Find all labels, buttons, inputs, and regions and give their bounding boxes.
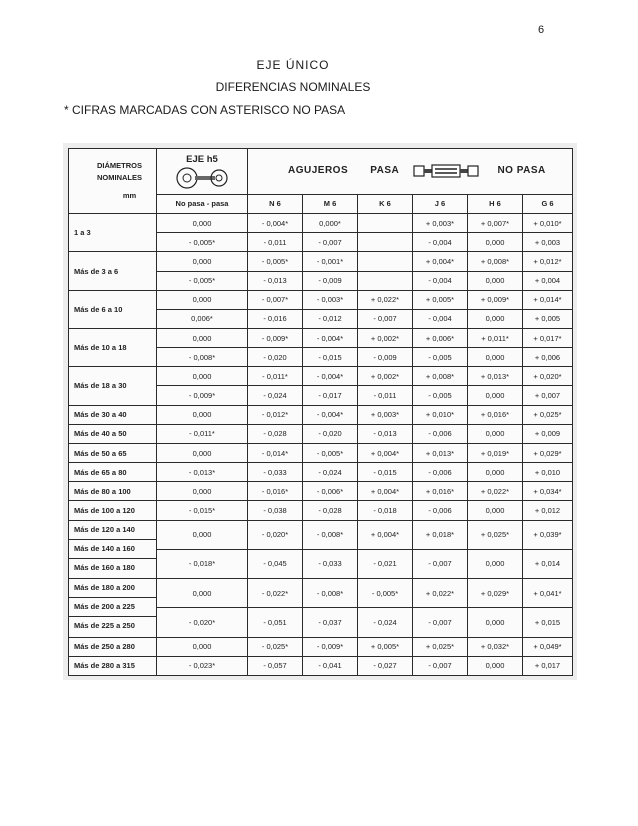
- table-cell: + 0,020*: [523, 367, 573, 386]
- table-cell: - 0,020: [248, 348, 303, 367]
- table-cell: + 0,010*: [413, 405, 468, 424]
- table-cell: - 0,009*: [157, 386, 248, 405]
- table-cell: - 0,005*: [157, 271, 248, 290]
- table-cell: - 0,007: [358, 309, 413, 328]
- table-cell: + 0,039*: [523, 520, 573, 549]
- table-cell: - 0,003*: [303, 290, 358, 309]
- row-label: Más de 225 a 250: [74, 621, 135, 631]
- table-cell: 0,000: [468, 501, 523, 520]
- table-cell: + 0,004*: [358, 443, 413, 462]
- table-row: [69, 214, 573, 233]
- table-cell: - 0,024: [358, 608, 413, 637]
- table-row: [69, 252, 573, 271]
- row-label: Más de 100 a 120: [69, 501, 157, 520]
- table-cell: [358, 233, 413, 252]
- table-cell: - 0,022*: [248, 579, 303, 608]
- table-cell: - 0,009: [303, 271, 358, 290]
- table-cell: 0,000: [468, 309, 523, 328]
- table-cell: - 0,004: [413, 309, 468, 328]
- col-header-h6: H 6: [468, 194, 523, 213]
- table-cell: + 0,017: [523, 656, 573, 675]
- table-cell: - 0,004*: [303, 405, 358, 424]
- shaft-gauge-icon: [173, 167, 231, 189]
- table-cell: - 0,013: [248, 271, 303, 290]
- table-cell: - 0,007: [413, 549, 468, 578]
- table-cell: - 0,005*: [358, 579, 413, 608]
- table-cell: + 0,011*: [468, 328, 523, 347]
- table-cell: - 0,007: [413, 608, 468, 637]
- table-cell: - 0,009*: [303, 637, 358, 656]
- table-cell: 0,000: [468, 656, 523, 675]
- table-cell: 0,000: [468, 386, 523, 405]
- row-label: Más de 50 a 65: [69, 443, 157, 462]
- table-cell: - 0,020*: [248, 520, 303, 549]
- table-cell: - 0,004*: [303, 328, 358, 347]
- table-cell: + 0,003*: [413, 214, 468, 233]
- table-row: [69, 482, 573, 501]
- diameters-header-line1: DIÁMETROS: [97, 161, 142, 171]
- table-cell: + 0,009*: [468, 290, 523, 309]
- table-cell: + 0,014*: [523, 290, 573, 309]
- table-cell: - 0,004: [413, 271, 468, 290]
- table-cell: + 0,002*: [358, 367, 413, 386]
- table-cell: - 0,037: [303, 608, 358, 637]
- label-group-cell: [69, 520, 157, 579]
- table-cell: 0,000: [468, 549, 523, 578]
- table-row: [69, 328, 573, 347]
- table-cell: 0,000: [468, 463, 523, 482]
- table-row: [69, 579, 573, 608]
- table-cell: - 0,015*: [157, 501, 248, 520]
- table-cell: - 0,005: [413, 386, 468, 405]
- col-header-n6: N 6: [248, 194, 303, 213]
- table-row: [69, 656, 573, 675]
- table-cell: 0,000: [157, 290, 248, 309]
- table-cell: + 0,013*: [468, 367, 523, 386]
- table-cell: - 0,005*: [303, 443, 358, 462]
- table-cell: - 0,013: [358, 424, 413, 443]
- col-header-g6: G 6: [523, 194, 573, 213]
- table-cell: + 0,014: [523, 549, 573, 578]
- col-header-m6: M 6: [303, 194, 358, 213]
- table-cell: + 0,004*: [358, 520, 413, 549]
- table-cell: - 0,045: [248, 549, 303, 578]
- table-cell: [358, 252, 413, 271]
- holes-header-label: AGUJEROS: [288, 165, 349, 177]
- table-cell: + 0,006*: [413, 328, 468, 347]
- table-cell: - 0,007*: [248, 290, 303, 309]
- table-cell: + 0,012: [523, 501, 573, 520]
- table-cell: - 0,004*: [248, 214, 303, 233]
- row-label: Más de 6 a 10: [69, 290, 157, 328]
- table-cell: - 0,005: [413, 348, 468, 367]
- asterisk-note: * CIFRAS MARCADAS CON ASTERISCO NO PASA: [64, 103, 346, 117]
- diameters-header-unit: mm: [122, 191, 137, 201]
- table-cell: + 0,022*: [358, 290, 413, 309]
- table-cell: - 0,009: [358, 348, 413, 367]
- plug-gauge-icon: [413, 162, 479, 180]
- table-cell: - 0,004: [413, 233, 468, 252]
- table-cell: + 0,006: [523, 348, 573, 367]
- table-cell: [358, 271, 413, 290]
- table-cell: - 0,004*: [303, 367, 358, 386]
- table-cell: - 0,016*: [248, 482, 303, 501]
- diameters-header-line2: NOMINALES: [97, 173, 142, 183]
- table-cell: - 0,024: [248, 386, 303, 405]
- table-cell: + 0,005*: [413, 290, 468, 309]
- table-cell: - 0,033: [248, 463, 303, 482]
- table-cell: - 0,008*: [303, 520, 358, 549]
- table-row: [69, 405, 573, 424]
- table-cell: - 0,011*: [248, 367, 303, 386]
- row-label: Más de 200 a 225: [69, 598, 156, 617]
- table-cell: + 0,017*: [523, 328, 573, 347]
- table-cell: - 0,006: [413, 463, 468, 482]
- table-cell: 0,000: [468, 348, 523, 367]
- table-cell: + 0,022*: [468, 482, 523, 501]
- table-cell: - 0,005*: [157, 233, 248, 252]
- table-cell: + 0,005*: [358, 637, 413, 656]
- table-cell: - 0,011: [248, 233, 303, 252]
- table-row: [69, 290, 573, 309]
- table-cell: 0,000*: [303, 214, 358, 233]
- table-cell: - 0,021: [358, 549, 413, 578]
- table-row: [69, 367, 573, 386]
- col-header-j6: J 6: [413, 194, 468, 213]
- row-label: Más de 180 a 200: [69, 579, 156, 598]
- table-cell: + 0,002*: [358, 328, 413, 347]
- table-cell: 0,000: [468, 608, 523, 637]
- table-cell: + 0,034*: [523, 482, 573, 501]
- diameters-header: [69, 149, 157, 214]
- row-label: Más de 280 a 315: [69, 656, 157, 675]
- table-cell: - 0,009*: [248, 328, 303, 347]
- table-cell: 0,000: [157, 579, 248, 608]
- table-cell: 0,006*: [157, 309, 248, 328]
- table-cell: + 0,049*: [523, 637, 573, 656]
- table-cell: + 0,012*: [523, 252, 573, 271]
- table-row: [69, 501, 573, 520]
- table-row: [69, 443, 573, 462]
- table-cell: 0,000: [157, 328, 248, 347]
- row-label: Más de 140 a 160: [69, 540, 156, 559]
- table-cell: - 0,007: [303, 233, 358, 252]
- table-cell: 0,000: [157, 482, 248, 501]
- table-cell: - 0,015: [358, 463, 413, 482]
- table-cell: + 0,025*: [523, 405, 573, 424]
- table-cell: - 0,020: [303, 424, 358, 443]
- table-cell: - 0,008*: [157, 348, 248, 367]
- col-header-k6: K 6: [358, 194, 413, 213]
- table-cell: 0,000: [468, 424, 523, 443]
- table-cell: 0,000: [157, 367, 248, 386]
- table-cell: + 0,016*: [468, 405, 523, 424]
- table-cell: - 0,005*: [248, 252, 303, 271]
- table-cell: + 0,007: [523, 386, 573, 405]
- table-cell: - 0,014*: [248, 443, 303, 462]
- row-label: Más de 40 a 50: [69, 424, 157, 443]
- tolerance-table-body: [69, 214, 573, 676]
- table-cell: - 0,018*: [157, 549, 248, 578]
- table-cell: + 0,016*: [413, 482, 468, 501]
- table-cell: 0,000: [468, 233, 523, 252]
- table-cell: + 0,004: [523, 271, 573, 290]
- table-cell: - 0,011*: [157, 424, 248, 443]
- row-label: Más de 30 a 40: [69, 405, 157, 424]
- row-label: Más de 160 a 180: [74, 562, 135, 572]
- table-cell: + 0,013*: [413, 443, 468, 462]
- table-row: [69, 424, 573, 443]
- table-cell: - 0,028: [248, 424, 303, 443]
- table-cell: + 0,003*: [358, 405, 413, 424]
- table-cell: - 0,028: [303, 501, 358, 520]
- table-cell: + 0,009: [523, 424, 573, 443]
- table-cell: + 0,032*: [468, 637, 523, 656]
- table-cell: - 0,057: [248, 656, 303, 675]
- table-cell: + 0,008*: [413, 367, 468, 386]
- row-label: Más de 3 a 6: [69, 252, 157, 290]
- table-cell: - 0,011: [358, 386, 413, 405]
- table-cell: - 0,015: [303, 348, 358, 367]
- row-label: Más de 120 a 140: [69, 521, 156, 540]
- table-cell: + 0,008*: [468, 252, 523, 271]
- table-cell: - 0,020*: [157, 608, 248, 637]
- table-cell: + 0,010*: [523, 214, 573, 233]
- table-cell: - 0,038: [248, 501, 303, 520]
- row-label: Más de 65 a 80: [69, 463, 157, 482]
- pasa-label: PASA: [370, 165, 400, 177]
- table-cell: - 0,007: [413, 656, 468, 675]
- table-cell: + 0,025*: [468, 520, 523, 549]
- page-subtitle: DIFERENCIAS NOMINALES: [215, 80, 371, 94]
- table-cell: - 0,012: [303, 309, 358, 328]
- table-cell: - 0,024: [303, 463, 358, 482]
- shaft-header: [157, 149, 248, 195]
- table-row: [69, 463, 573, 482]
- table-cell: + 0,010: [523, 463, 573, 482]
- table-cell: + 0,015: [523, 608, 573, 637]
- row-label: Más de 250 a 280: [69, 637, 157, 656]
- table-cell: - 0,023*: [157, 656, 248, 675]
- table-cell: - 0,018: [358, 501, 413, 520]
- table-cell: + 0,019*: [468, 443, 523, 462]
- table-cell: + 0,005: [523, 309, 573, 328]
- page-number: 6: [538, 24, 545, 36]
- table-cell: - 0,006: [413, 424, 468, 443]
- table-cell: + 0,029*: [468, 579, 523, 608]
- table-cell: 0,000: [157, 252, 248, 271]
- shaft-subheader: No pasa - pasa: [157, 194, 248, 213]
- table-cell: - 0,027: [358, 656, 413, 675]
- table-cell: - 0,008*: [303, 579, 358, 608]
- table-cell: + 0,004*: [358, 482, 413, 501]
- table-cell: + 0,004*: [413, 252, 468, 271]
- table-cell: - 0,025*: [248, 637, 303, 656]
- table-row: [69, 637, 573, 656]
- table-cell: + 0,041*: [523, 579, 573, 608]
- table-cell: - 0,051: [248, 608, 303, 637]
- label-group-cell: [69, 579, 157, 638]
- table-cell: + 0,018*: [413, 520, 468, 549]
- table-cell: - 0,001*: [303, 252, 358, 271]
- table-cell: [358, 214, 413, 233]
- table-cell: - 0,033: [303, 549, 358, 578]
- page-title: EJE ÚNICO: [256, 58, 330, 72]
- no-pasa-label: NO PASA: [497, 165, 546, 177]
- table-cell: + 0,022*: [413, 579, 468, 608]
- table-cell: - 0,012*: [248, 405, 303, 424]
- row-label: Más de 18 a 30: [69, 367, 157, 405]
- holes-header: [248, 149, 573, 195]
- table-cell: 0,000: [157, 405, 248, 424]
- row-label: Más de 80 a 100: [69, 482, 157, 501]
- table-cell: + 0,007*: [468, 214, 523, 233]
- row-label: 1 a 3: [69, 214, 157, 252]
- table-cell: - 0,016: [248, 309, 303, 328]
- table-cell: - 0,006: [413, 501, 468, 520]
- row-label: Más de 10 a 18: [69, 328, 157, 366]
- table-row: [69, 520, 573, 549]
- table-cell: 0,000: [157, 443, 248, 462]
- table-cell: 0,000: [157, 637, 248, 656]
- table-cell: 0,000: [157, 520, 248, 549]
- table-cell: + 0,029*: [523, 443, 573, 462]
- table-cell: 0,000: [157, 214, 248, 233]
- table-cell: - 0,006*: [303, 482, 358, 501]
- tolerance-table: [68, 148, 573, 676]
- table-cell: - 0,041: [303, 656, 358, 675]
- table-cell: - 0,017: [303, 386, 358, 405]
- table-cell: 0,000: [468, 271, 523, 290]
- table-cell: + 0,003: [523, 233, 573, 252]
- table-cell: - 0,013*: [157, 463, 248, 482]
- shaft-header-title: EJE h5: [186, 153, 218, 165]
- table-cell: + 0,025*: [413, 637, 468, 656]
